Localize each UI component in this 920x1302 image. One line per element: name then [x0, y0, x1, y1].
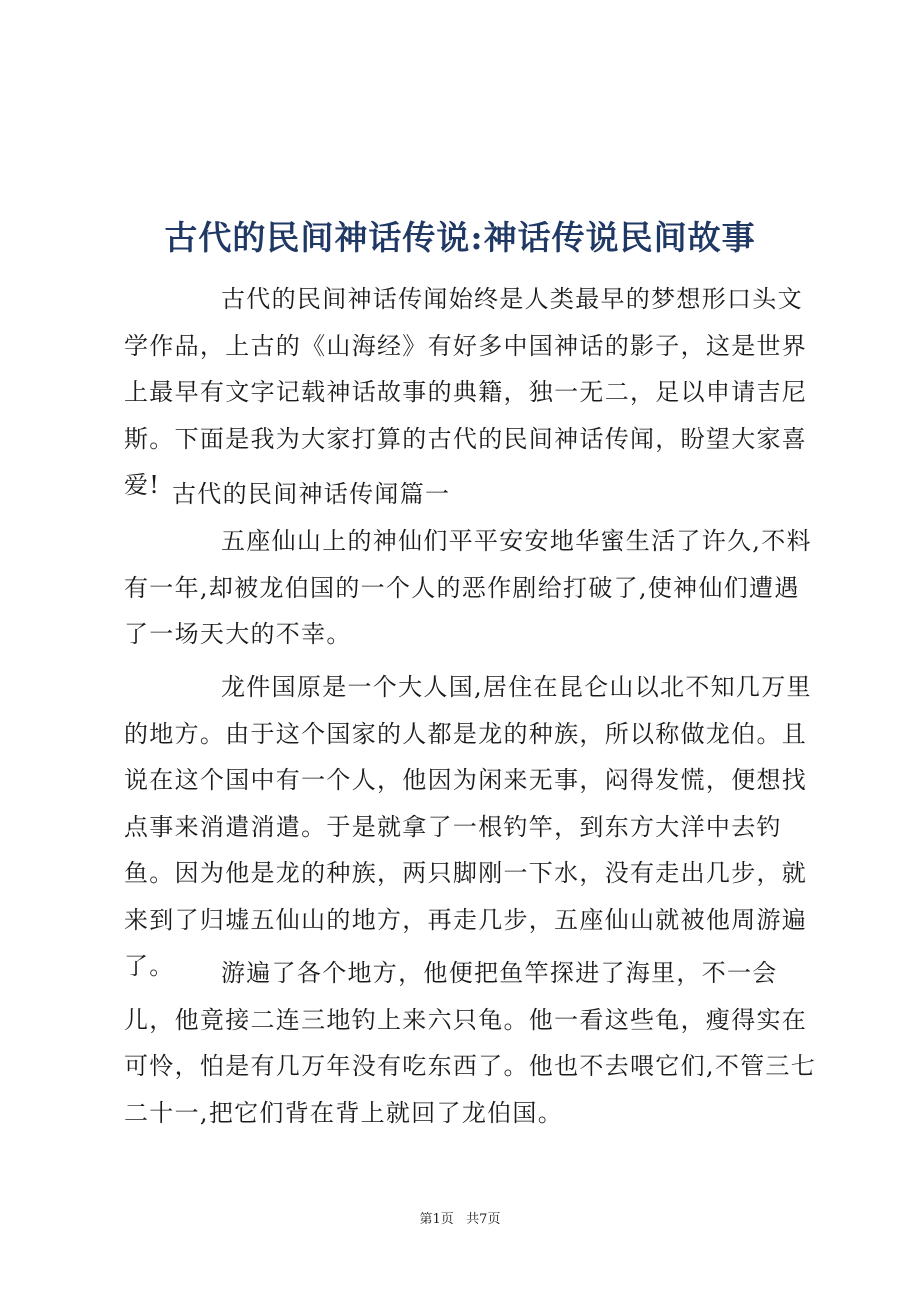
- story-paragraph-3: 游遍了各个地方，他便把鱼竿探进了海里，不一会儿，他竟接二连三地钓上来六只龟。他一看这些龟，瘦得实在可怜，怕是有几万年没有吃东西了。他也不去喂它们,不管三七二十一,把它们背在背上就回了龙伯国。: [124, 959, 817, 1127]
- section-heading: 古代的民间神话传闻篇一: [172, 480, 451, 508]
- page-title: 古代的民间神话传说:神话传说民间故事: [164, 218, 756, 258]
- story-paragraph-2: 龙件国原是一个大人国,居住在昆仑山以北不知几万里的地方。由于这个国家的人都是龙的种族，所以称做龙伯。且说在这个国中有一个人，他因为闲来无事，闷得发慌，便想找点事来消遣消遣。于是就拿了一根钓竿，到东方大洋中去钓鱼。因为他是龙的种族，两只脚刚一下水，没有走出几步，就来到了归墟五仙山的地方，再走几步，五座仙山就被他周游遍了。: [124, 673, 812, 980]
- intro-paragraph: 古代的民间神话传闻始终是人类最早的梦想形口头文学作品，上古的《山海经》有好多中国神话的影子，这是世界上最早有文字记载神话故事的典籍，独一无二，足以申请吉尼斯。下面是我为大家打算的古代的民间神话传闻，盼望大家喜爱!: [124, 285, 808, 499]
- page-number-footer: 第1页 共7页: [419, 1212, 501, 1227]
- story-paragraph-1: 五座仙山上的神仙们平平安安地华蜜生活了许久,不料有一年,却被龙伯国的一个人的恶作剧给打破了,使神仙们遭遇了一场天大的不幸。: [124, 527, 812, 648]
